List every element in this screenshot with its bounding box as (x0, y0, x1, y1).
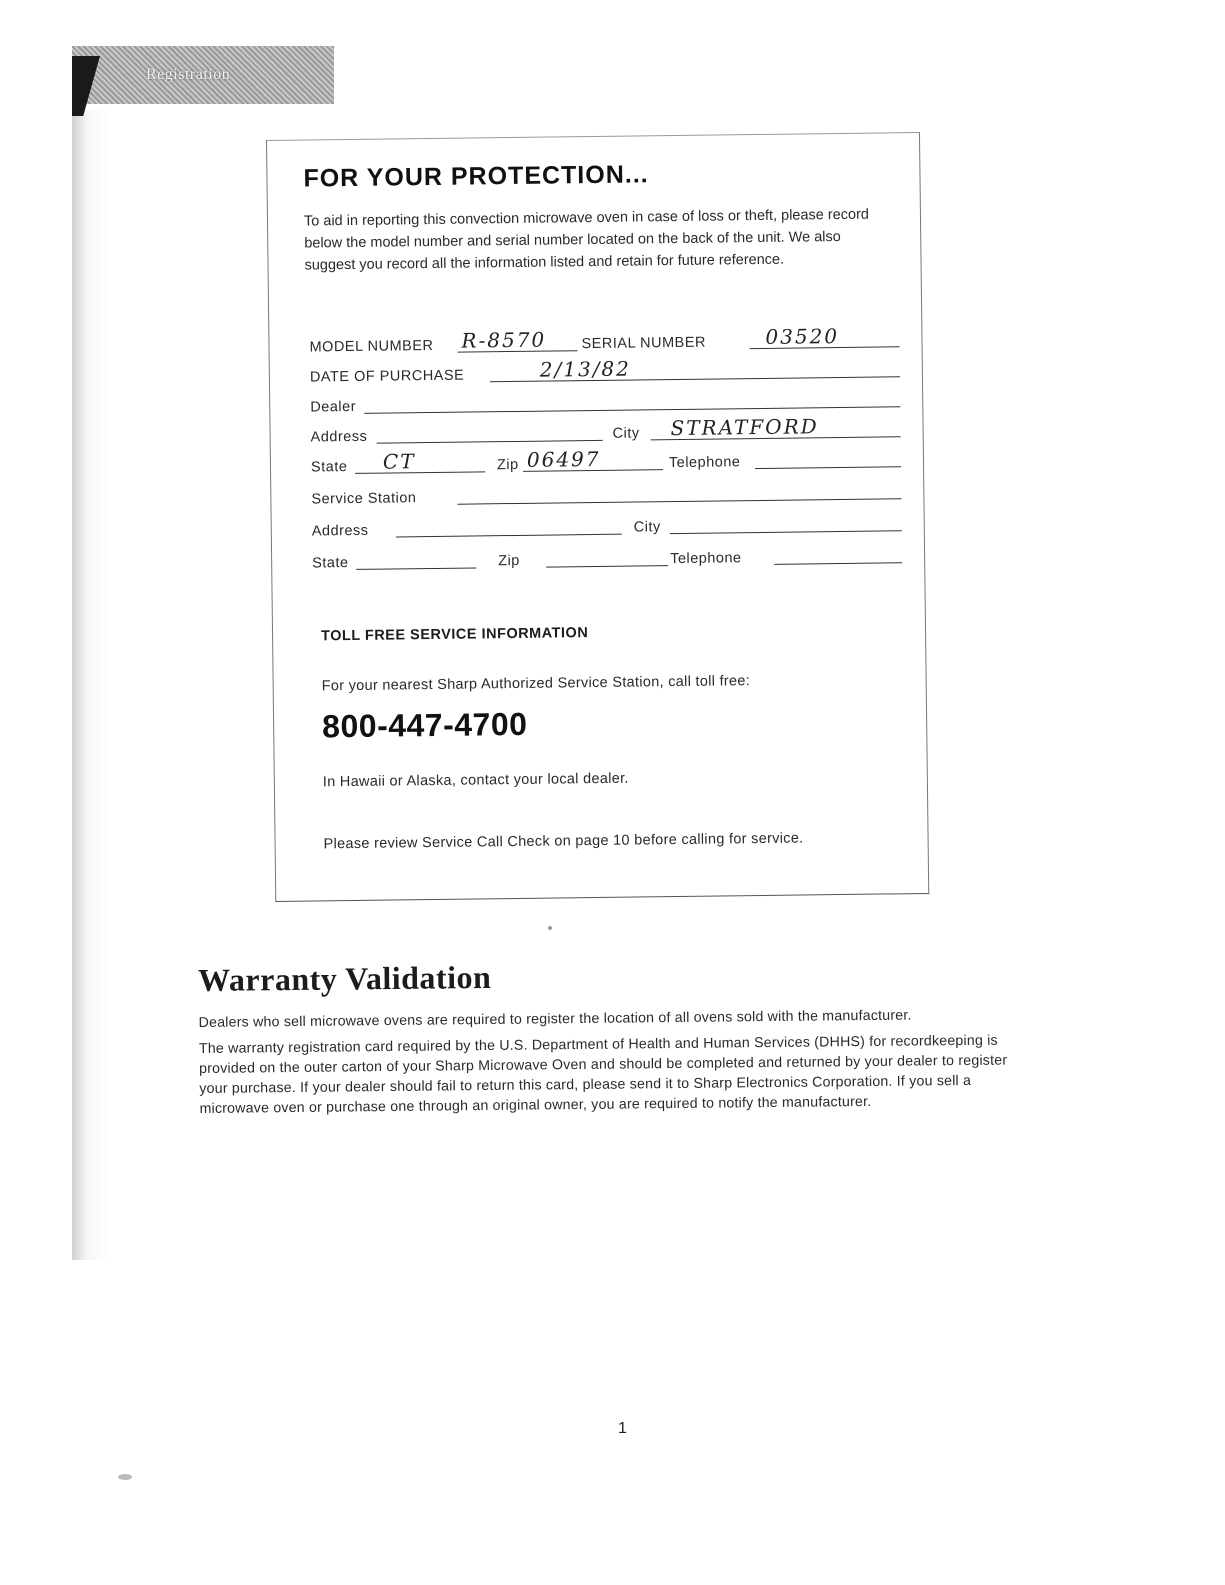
dealer-state-value[interactable]: CT (382, 449, 416, 474)
serial-number-value[interactable]: 03520 (765, 324, 840, 349)
dealer-telephone-label: Telephone (668, 454, 741, 472)
dealer-city-value[interactable]: STRATFORD (670, 414, 819, 441)
toll-free-line: For your nearest Sharp Authorized Service Station, call toll free: (321, 673, 751, 695)
dealer-state-label: State (310, 459, 348, 476)
dealer-label: Dealer (310, 398, 357, 416)
protection-intro: To aid in reporting this convection microwave oven in case of loss or theft, please record below the model number and serial number located on the back of the unit. We also suggest you record all the information listed and retain for future reference. (303, 206, 870, 274)
service-city-label: City (633, 519, 661, 536)
model-serial-row (309, 325, 899, 358)
service-address-row (312, 509, 902, 542)
hawaii-alaska-note: In Hawaii or Alaska, contact your local dealer. (322, 770, 629, 791)
date-of-purchase-row (310, 355, 900, 388)
dealer-address-row (310, 415, 900, 448)
protection-title: FOR YOUR PROTECTION... (303, 160, 649, 193)
service-telephone-label: Telephone (670, 550, 742, 568)
service-zip-label: Zip (498, 552, 520, 570)
warranty-paragraph-1: Dealers who sell microwave ovens are required to register the location of all ovens sold with the manufacturer. (198, 1007, 912, 1031)
service-zip-line (546, 565, 668, 567)
protection-form (266, 132, 929, 902)
date-of-purchase-value[interactable]: 2/13/82 (539, 356, 632, 382)
warranty-title: Warranty Validation (198, 958, 492, 998)
date-of-purchase-label: DATE OF PURCHASE (309, 367, 465, 386)
service-address-line (396, 534, 622, 538)
service-station-label: Service Station (311, 490, 417, 508)
page-number: 1 (618, 1420, 627, 1437)
dealer-zip-label: Zip (496, 456, 519, 474)
service-telephone-line (774, 562, 902, 565)
warranty-paragraph-2: The warranty registration card required by the U.S. Department of Health and Human Services (DHHS) for recordkeeping is provided on the outer carton of your Sharp Microwave Oven and should be completed and returned by your dealer to register your purchase. If your dealer should fail to return this card, please send it to Sharp Electronics Corporation. If you sell a microwave oven or purchase one through an original owner, you are required to notify the manufacturer. (198, 1032, 1008, 1117)
service-city-line (670, 530, 902, 534)
section-tab-label: Registration (146, 66, 231, 83)
dealer-address-label: Address (310, 428, 368, 446)
dealer-state-line (355, 471, 485, 474)
scan-speck (118, 1474, 132, 1480)
model-number-value[interactable]: R-8570 (461, 327, 547, 353)
service-state-label: State (312, 555, 349, 572)
dealer-line (364, 406, 900, 414)
service-state-row (312, 541, 902, 574)
dealer-zip-value[interactable]: 06497 (526, 446, 601, 472)
toll-free-heading: TOLL FREE SERVICE INFORMATION (320, 625, 589, 645)
service-address-label: Address (311, 522, 369, 540)
dealer-telephone-line (755, 466, 901, 469)
service-state-line (356, 567, 476, 569)
toll-free-phone: 800-447-4700 (321, 705, 528, 745)
scan-speck (548, 926, 552, 930)
dealer-state-row (311, 445, 901, 478)
service-station-line (457, 498, 901, 504)
dealer-address-line (377, 440, 603, 444)
warranty-section (198, 953, 1040, 1125)
section-tab (72, 46, 334, 104)
model-number-label: MODEL NUMBER (309, 337, 434, 356)
service-station-row (311, 477, 901, 510)
serial-number-label: SERIAL NUMBER (581, 334, 707, 353)
service-check-note: Please review Service Call Check on page 10 before calling for service. (323, 830, 804, 853)
page-edge-shadow (72, 110, 112, 1260)
dealer-city-label: City (612, 425, 640, 442)
